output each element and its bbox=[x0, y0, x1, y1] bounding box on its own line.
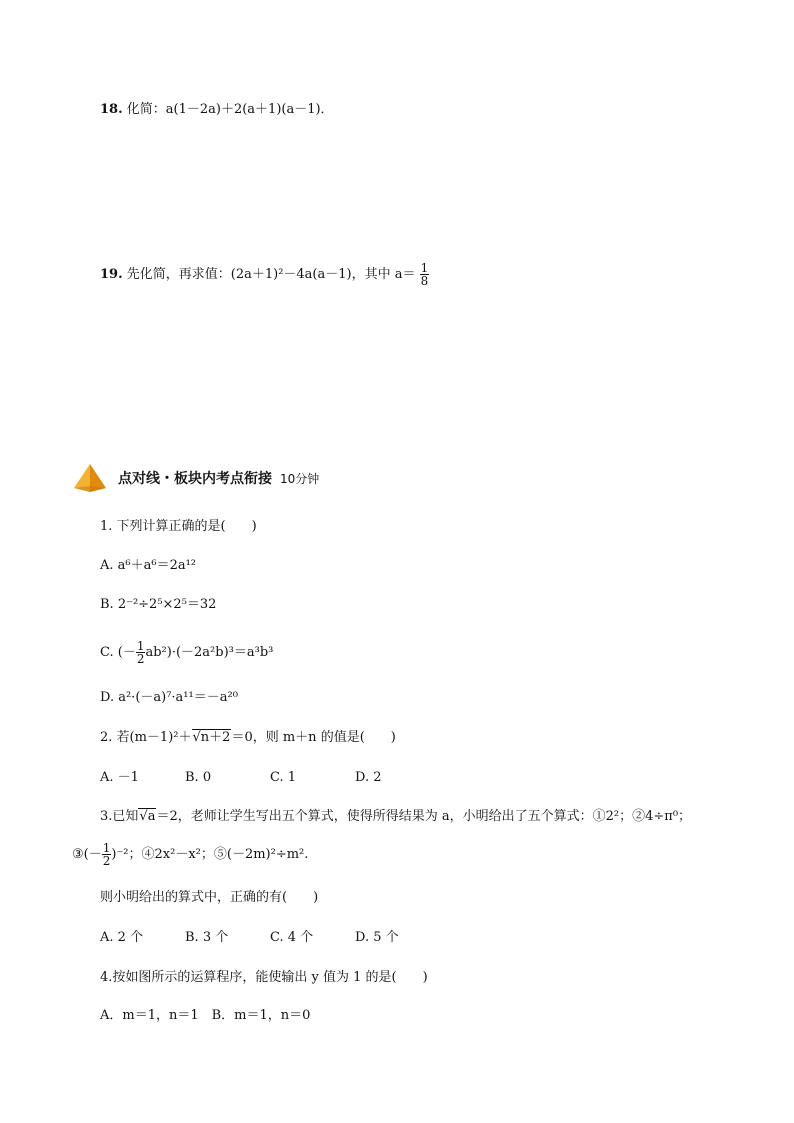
problem-1-option-b: B. 2⁻²÷2⁵×2⁵＝32 bbox=[100, 597, 217, 612]
problem-2-stem bbox=[100, 728, 396, 748]
line1-suffix: ＝2，老师让学生写出五个算式，使得所得结果为 a，小明给出了五个算式：①2²；②4÷π⁰； bbox=[156, 809, 692, 824]
fraction bbox=[420, 262, 430, 287]
sqrt-expression: √n＋2 bbox=[192, 730, 231, 745]
problem-1-stem: 1. 下列计算正确的是( ) bbox=[100, 519, 257, 534]
problem-3-line-1 bbox=[100, 807, 691, 827]
problem-4-options: A．m＝1，n＝1 B．m＝1，n＝0 bbox=[100, 1008, 311, 1023]
problem-4-stem: 4.按如图所示的运算程序，能使输出 y 值为 1 的是( ) bbox=[100, 970, 428, 985]
question-text: 先化简，再求值：(2a＋1)²－4a(a－1)，其中 a＝ bbox=[126, 267, 416, 282]
option-c-suffix: ab²)·(－2a²b)³＝a³b³ bbox=[145, 645, 274, 660]
problem-3-line-2 bbox=[72, 842, 308, 867]
sqrt-content: n＋2 bbox=[200, 730, 231, 745]
option-d: D. 2 bbox=[355, 770, 382, 785]
option-a: A. 2 个 bbox=[100, 930, 144, 945]
option-d: D. 5 个 bbox=[355, 930, 399, 945]
fraction-numerator: 1 bbox=[102, 841, 111, 855]
stem-prefix: 2. 若(m－1)²＋ bbox=[100, 730, 192, 745]
fraction-numerator: 1 bbox=[136, 639, 145, 653]
sqrt-expression: √a bbox=[139, 809, 156, 824]
fraction-numerator: 1 bbox=[420, 261, 429, 275]
option-b: B. 3 个 bbox=[185, 930, 229, 945]
option-c: C. 1 bbox=[270, 770, 297, 785]
line1-prefix: 3.已知 bbox=[100, 809, 139, 824]
section-time: 10分钟 bbox=[280, 471, 320, 486]
option-a: A. －1 bbox=[100, 770, 139, 785]
section-header bbox=[72, 460, 319, 496]
fraction bbox=[102, 842, 112, 867]
section-title: 点对线・板块内考点衔接 bbox=[118, 471, 272, 487]
problem-1-option-c bbox=[100, 640, 273, 665]
pyramid-icon bbox=[72, 462, 108, 494]
line2-prefix: ③(－ bbox=[72, 847, 102, 862]
problem-3-stem-2: 则小明给出的算式中，正确的有( ) bbox=[100, 890, 319, 905]
question-18 bbox=[100, 100, 334, 120]
question-number: 18. bbox=[100, 102, 123, 117]
problem-1-option-d: D. a²·(－a)⁷·a¹¹＝－a²⁰ bbox=[100, 690, 238, 705]
fraction-denominator: 2 bbox=[136, 652, 145, 666]
question-19 bbox=[100, 262, 429, 287]
option-c-prefix: C. (－ bbox=[100, 645, 136, 660]
sqrt-content: a bbox=[147, 809, 156, 824]
problem-3-options bbox=[100, 928, 440, 948]
question-text: 化简：a(1－2a)＋2(a＋1)(a－1)． bbox=[126, 102, 334, 117]
problem-2-options bbox=[100, 768, 440, 788]
stem-suffix: ＝0，则 m＋n 的值是( ) bbox=[231, 730, 396, 745]
option-b: B. 0 bbox=[185, 770, 212, 785]
question-number: 19. bbox=[100, 267, 123, 282]
line2-suffix: )⁻²；④2x²－x²；⑤(－2m)²÷m². bbox=[111, 847, 309, 862]
fraction-denominator: 2 bbox=[102, 854, 111, 868]
option-c: C. 4 个 bbox=[270, 930, 314, 945]
fraction-denominator: 8 bbox=[420, 274, 429, 288]
problem-1-option-a: A. a⁶＋a⁶＝2a¹² bbox=[100, 558, 197, 573]
